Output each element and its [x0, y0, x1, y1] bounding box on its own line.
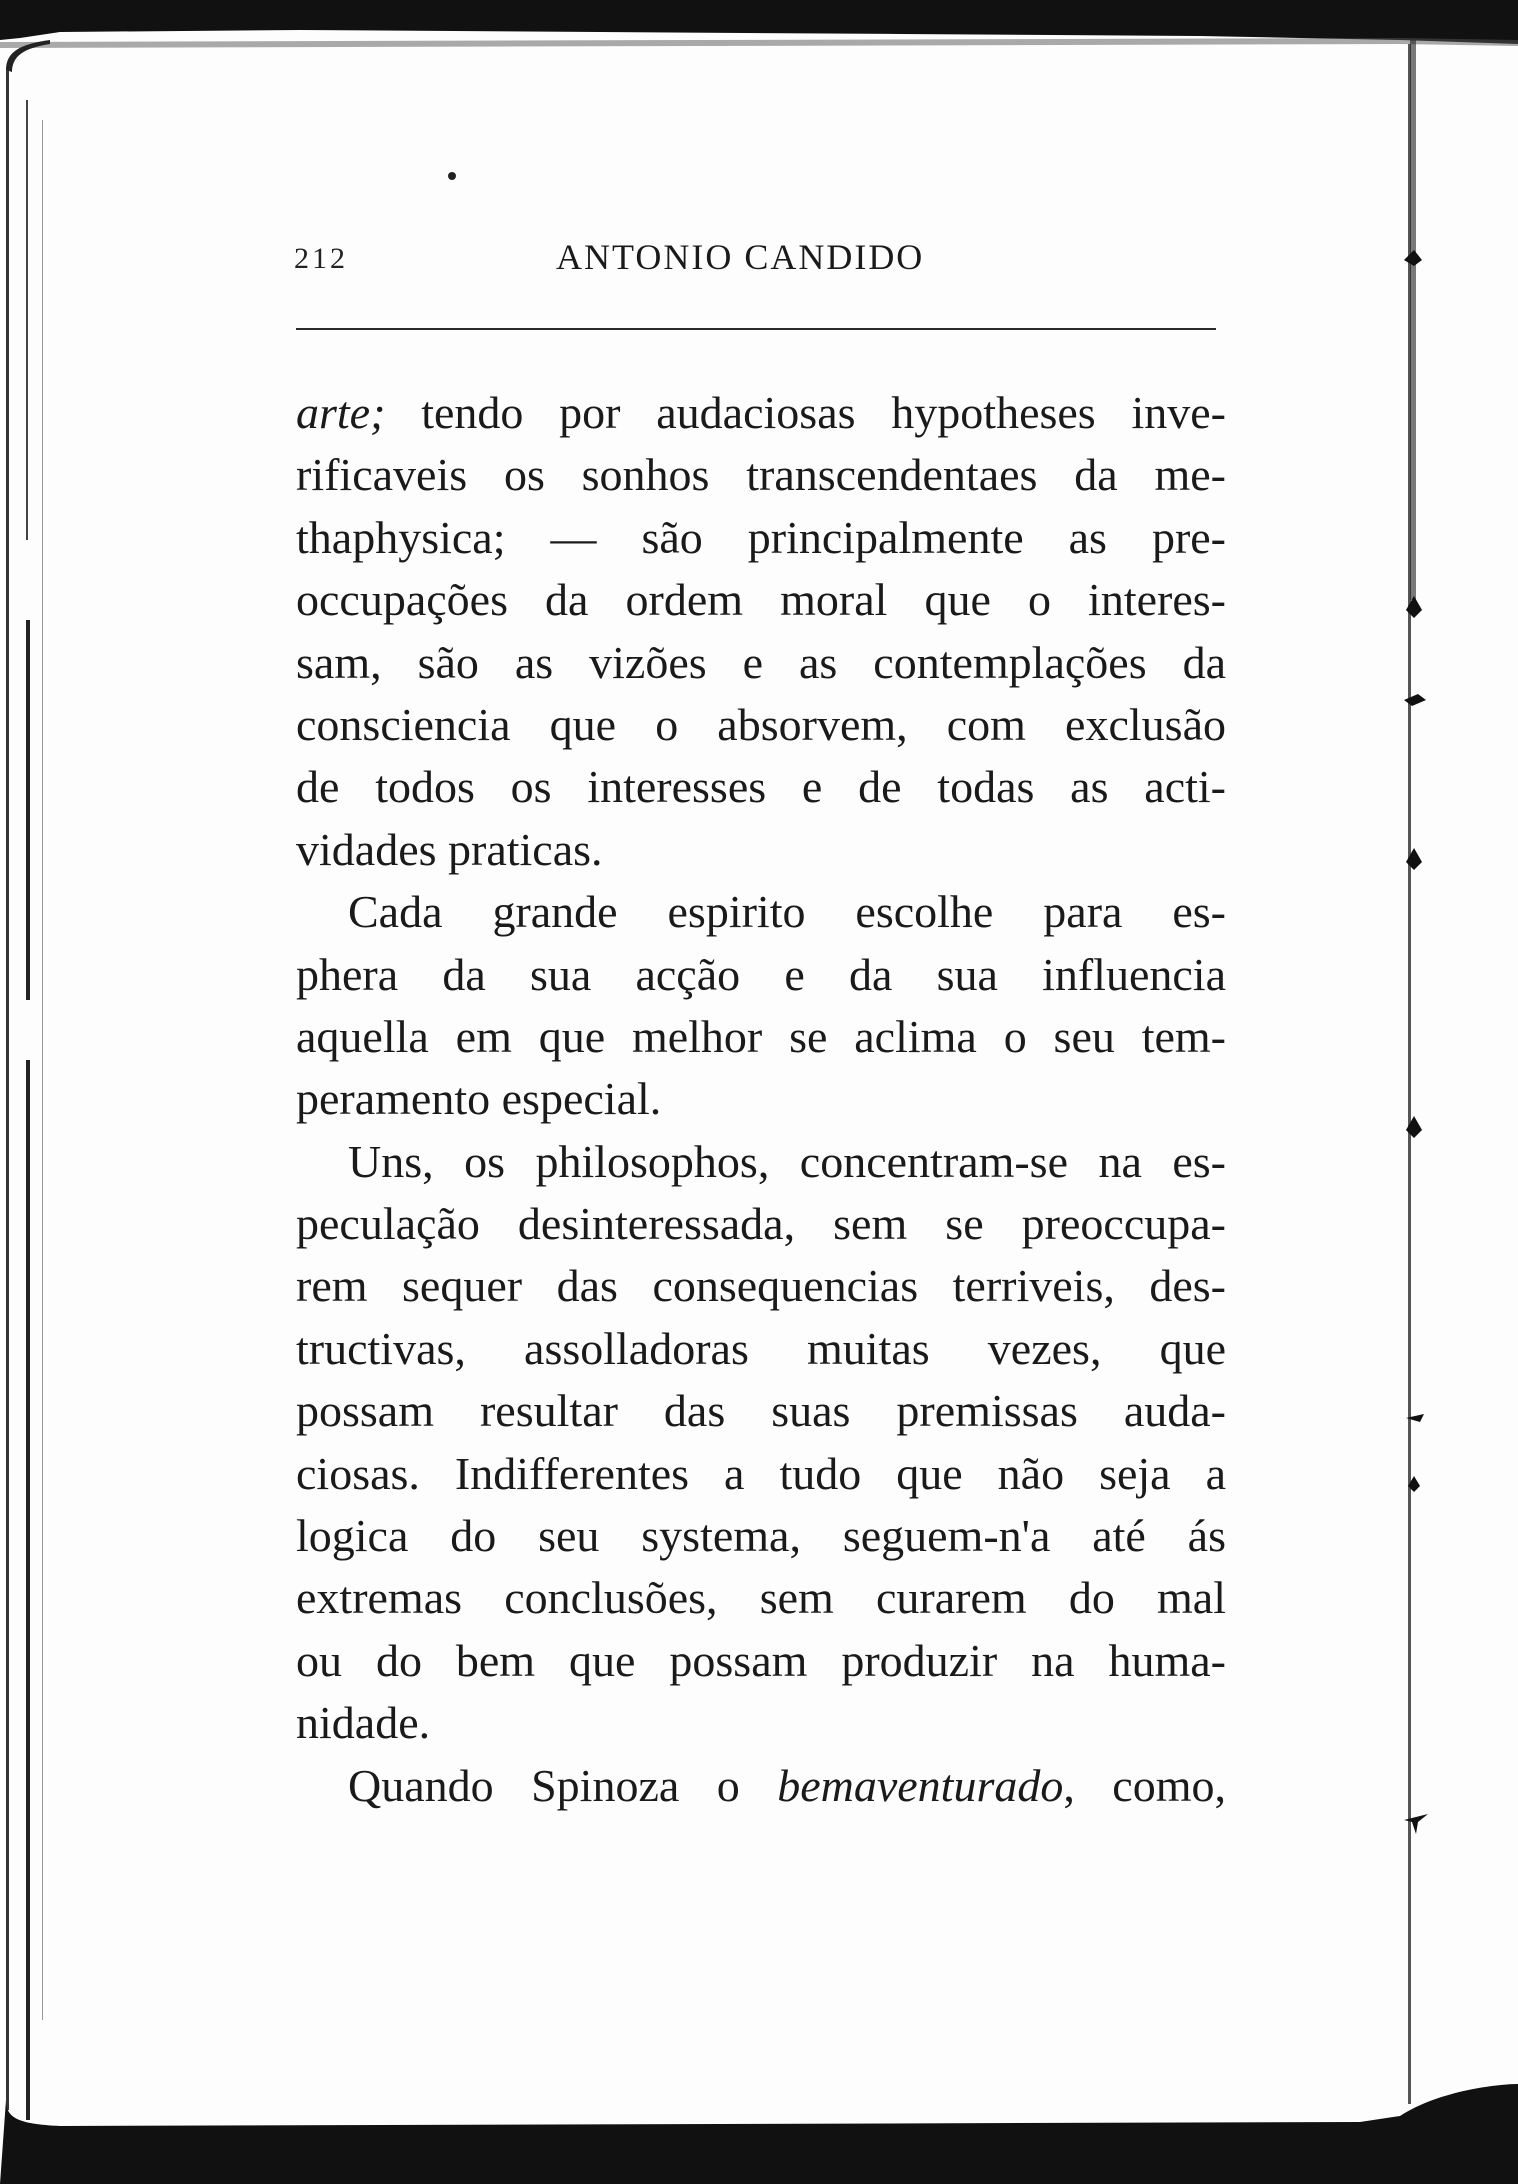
top-scan-edge: [0, 0, 1518, 44]
bottom-curl: [0, 2084, 1518, 2184]
right-edge-dark: [1410, 40, 1416, 600]
top-scan-edge-thin: [0, 38, 1518, 48]
text-line: rem sequer das consequencias terriveis, des-: [296, 1260, 1226, 1312]
paragraph-start-line: Cada grande espirito escolhe para es-: [348, 886, 1226, 938]
ink-speck: [448, 172, 456, 180]
margin-mark: [1404, 694, 1426, 706]
paragraph-start-line: Uns, os philosophos, concentram-se na es-: [348, 1135, 1226, 1187]
page-header: [294, 236, 1218, 284]
text-line: extremas conclusões, sem curarem do mal: [296, 1572, 1226, 1624]
left-edge-line: [6, 70, 9, 2110]
text-line: consciencia que o absorvem, com exclusão: [296, 698, 1226, 750]
line-text: , como,: [1063, 1759, 1226, 1811]
page-number: 212: [294, 242, 348, 275]
running-title: ANTONIO CANDIDO: [556, 237, 925, 277]
line-text: tendo por audaciosas hypotheses inve-: [385, 387, 1226, 438]
text-line: logica do seu systema, seguem-n'a até ás: [296, 1510, 1226, 1562]
text-line: possam resultar das suas premissas auda-: [296, 1385, 1226, 1437]
paragraph-start-line: [296, 1755, 1226, 1817]
italic-word: arte;: [296, 387, 386, 438]
left-edge-line-3: [26, 620, 30, 1000]
left-edge-line-5: [42, 120, 43, 2020]
text-line: de todos os interesses e de todas as acti-: [296, 761, 1226, 813]
text-line: [296, 382, 1226, 444]
margin-mark: [1404, 250, 1422, 266]
text-line: tructivas, assolladoras muitas vezes, que: [296, 1322, 1226, 1374]
text-line: occupações da ordem moral que o interes-: [296, 574, 1226, 626]
text-line: rificaveis os sonhos transcendentaes da me-: [296, 449, 1226, 501]
text-line: nidade.: [296, 1697, 431, 1749]
left-edge-line-2: [26, 100, 28, 540]
text-line: ou do bem que possam produzir na huma-: [296, 1634, 1226, 1686]
text-line: aquella em que melhor se aclima o seu tem-: [296, 1010, 1226, 1062]
line-text: Quando Spinoza o: [348, 1759, 778, 1811]
header-rule: [296, 328, 1216, 330]
left-edge-line-4: [26, 1060, 30, 2120]
text-line: vidades praticas.: [296, 823, 603, 875]
text-line: thaphysica; — são principalmente as pre-: [296, 511, 1226, 563]
margin-mark: [1404, 1814, 1428, 1834]
text-line: phera da sua acção e da sua influencia: [296, 948, 1226, 1000]
body-text: [296, 382, 1226, 1817]
text-line: ciosas. Indifferentes a tudo que não seja a: [296, 1447, 1226, 1499]
italic-word: bemaventurado: [777, 1759, 1064, 1811]
text-line: sam, são as vizões e as contemplações da: [296, 636, 1226, 688]
text-line: peculação desinteressada, sem se preoccupa-: [296, 1198, 1226, 1250]
text-line: peramento especial.: [296, 1073, 662, 1125]
